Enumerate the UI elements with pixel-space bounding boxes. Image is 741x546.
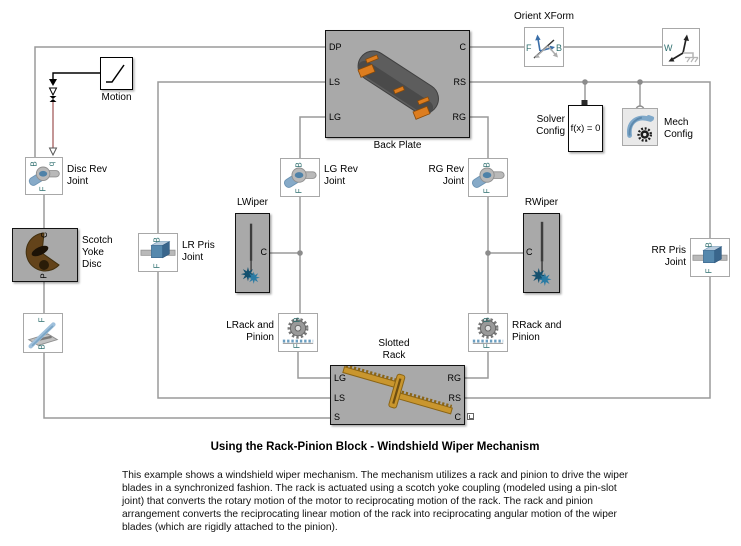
mech-config-block[interactable]: [622, 108, 658, 146]
disc-rev-port-f: F: [38, 186, 48, 192]
disc-rev-joint-label: Disc Rev Joint: [67, 164, 108, 187]
rg-rev-joint-block[interactable]: [468, 158, 508, 197]
back-plate-port-rg: RG: [452, 112, 466, 122]
slotted-rack-icon: [331, 366, 462, 422]
lr-pris-port-f: F: [152, 263, 162, 269]
lg-rev-joint-block[interactable]: [280, 158, 320, 197]
wire-rrack-to-rgport[interactable]: [465, 352, 488, 378]
rr-pris-port-f: F: [704, 268, 714, 274]
rwiper-label: RWiper: [524, 197, 559, 208]
back-plate-port-lg: LG: [329, 112, 342, 122]
wire-lg-to-lgrev[interactable]: [300, 117, 325, 158]
lr-pris-joint-block[interactable]: [138, 233, 178, 272]
lrack-pinion-block[interactable]: [278, 313, 318, 352]
motion-signal-wire[interactable]: [49, 73, 100, 155]
rrack-pinion-block[interactable]: [468, 313, 508, 352]
scotch-yoke-disc-label: Scotch Yoke Disc: [82, 235, 113, 270]
lrack-port-f: F: [292, 343, 302, 349]
lg-rev-port-b: B: [294, 162, 304, 168]
wire-lrack-to-lgport[interactable]: [298, 352, 330, 378]
slotted-rack-port-lg: LG: [334, 373, 347, 383]
back-plate-block[interactable]: [325, 30, 470, 138]
wire-rg-to-rgrev[interactable]: [470, 117, 488, 158]
ramp-signal-icon: [101, 58, 131, 88]
solver-config-equation: f(x) = 0: [570, 123, 601, 134]
back-plate-icon: [326, 31, 468, 135]
rg-rev-joint-label: RG Rev Joint: [428, 164, 464, 187]
disc-rev-port-q: q: [47, 161, 57, 167]
pin-slot-port-f: F: [37, 317, 47, 323]
lwiper-block[interactable]: [235, 213, 270, 293]
back-plate-port-dp: DP: [329, 42, 342, 52]
rrack-port-b: B: [482, 317, 492, 323]
rg-rev-port-f: F: [482, 188, 492, 194]
slotted-rack-block[interactable]: [330, 365, 465, 425]
lr-pris-joint-label: LR Pris Joint: [182, 240, 215, 263]
orient-xform-port-f: F: [526, 43, 532, 53]
back-plate-port-rs: RS: [453, 77, 466, 87]
wire-dp-to-discrev[interactable]: [35, 47, 325, 157]
rg-rev-port-b: B: [482, 162, 492, 168]
rr-pris-joint-label: RR Pris Joint: [651, 245, 686, 268]
back-plate-port-ls: LS: [329, 77, 341, 87]
lwiper-label: LWiper: [237, 197, 268, 208]
annotation-body: This example shows a windshield wiper mechanism. The mechanism utilizes a rack and pinion to drive the wiper blades in a synchronized fashion. The rack is actuated using a scotch yoke coupling (modeled using a pin-slot joint) that converts the rotary motion of the motor to reciprocating motion of the rack. The rack and pinion arrangement converts the reciprocating linear motion of the rack into reciprocating angular motion of the wiper blades (which are rigidly attached to the pinion).: [122, 470, 629, 533]
solver-config-label: Solver Config: [536, 114, 565, 137]
back-plate-port-c: C: [459, 42, 466, 52]
slotted-rack-port-ls: LS: [334, 393, 346, 403]
rwiper-block[interactable]: [523, 213, 560, 293]
back-plate-label: Back Plate: [373, 140, 422, 151]
rrack-port-f: F: [482, 343, 492, 349]
motion-block[interactable]: [100, 57, 133, 90]
slotted-rack-port-rs: RS: [448, 393, 461, 403]
world-frame-block[interactable]: [662, 28, 700, 66]
scotch-yoke-port-c: C: [39, 232, 49, 238]
slotted-rack-port-rg: RG: [447, 373, 461, 383]
mech-config-label: Mech Config: [664, 117, 693, 140]
lr-pris-port-b: B: [152, 237, 162, 243]
solver-config-block[interactable]: [568, 105, 603, 152]
scotch-yoke-port-p: P: [39, 273, 49, 279]
disc-rev-port-b: B: [29, 161, 39, 167]
world-frame-port-w: W: [664, 43, 673, 53]
rr-pris-joint-block[interactable]: [690, 238, 730, 277]
orient-xform-label: Orient XForm: [513, 11, 574, 22]
lrack-pinion-label: LRack and Pinion: [226, 320, 274, 343]
annotation-title: Using the Rack-Pinion Block - Windshield Wiper Mechanism: [210, 441, 540, 453]
lwiper-port-c: C: [260, 247, 267, 257]
motion-label: Motion: [101, 92, 132, 103]
pin-slot-port-b: B: [37, 344, 47, 350]
slotted-rack-label: Slotted Rack: [378, 338, 410, 361]
pin-slot-joint-block[interactable]: [23, 313, 63, 353]
lg-rev-joint-label: LG Rev Joint: [324, 164, 358, 187]
scotch-yoke-disc-block[interactable]: [12, 228, 78, 282]
mechanism-gear-icon: [623, 109, 657, 145]
lg-rev-port-f: F: [294, 188, 304, 194]
lrack-port-b: B: [292, 317, 302, 323]
rr-pris-port-b: B: [704, 242, 714, 248]
slotted-rack-port-c: C: [454, 412, 461, 422]
rrack-pinion-label: RRack and Pinion: [512, 320, 562, 343]
unconnected-port-marker[interactable]: [467, 413, 474, 420]
orient-xform-block[interactable]: [524, 27, 564, 67]
slotted-rack-port-s: S: [334, 412, 341, 422]
disc-rev-joint-block[interactable]: [25, 157, 63, 195]
orient-xform-port-b: B: [555, 43, 562, 53]
wire-pinslot-to-s[interactable]: [44, 353, 330, 418]
rwiper-port-c: C: [526, 247, 533, 257]
